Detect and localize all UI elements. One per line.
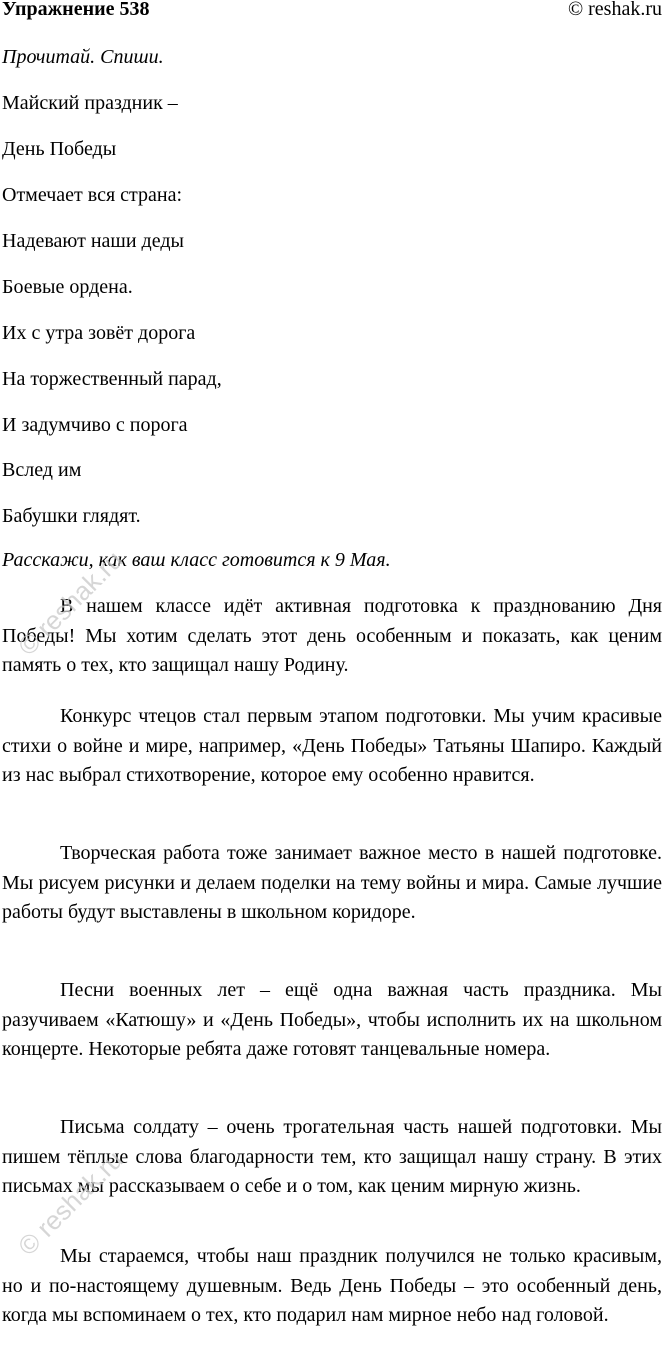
poem-line: Их с утра зовёт дорога (2, 322, 196, 344)
poem-line: Вслед им (2, 459, 82, 481)
answer-paragraph: Творческая работа тоже занимает важное место в нашей подготовке. Мы рисуем рисунки и делаем поделки на тему войны и мира. Самые лучшие работы будут выставлены в школьном коридоре. (2, 842, 662, 923)
watermark: © reshak.ru (12, 544, 129, 662)
poem-line: Отмечает вся страна: (2, 184, 183, 206)
watermark: © reshak.ru (12, 1144, 129, 1262)
poem-line: Бабушки глядят. (2, 505, 141, 527)
site-credit: © reshak.ru (567, 0, 662, 20)
answer-paragraph: В нашем классе идёт активная подготовка к празднованию Дня Победы! Мы хотим сделать этот день особенным и показать, как ценим память о тех, кто защищал нашу Родину. (2, 595, 662, 676)
answer-paragraph: Песни военных лет – ещё одна важная часть праздника. Мы разучиваем «Катюшу» и «День Победы», чтобы исполнить их на школьном концерте. Некоторые ребята даже готовят танцевальные номера. (2, 979, 662, 1060)
instruction-text: Прочитай. Спиши. (2, 46, 164, 68)
poem-line: И задумчиво с порога (2, 414, 188, 436)
poem-line: Майский праздник – (2, 92, 178, 114)
poem-line: Надевают наши деды (2, 230, 184, 252)
poem-line: Боевые ордена. (2, 276, 133, 298)
task-text: Расскажи, как ваш класс готовится к 9 Мая. (2, 549, 391, 571)
answer-paragraph: Конкурс чтецов стал первым этапом подготовки. Мы учим красивые стихи о войне и мире, например, «День Победы» Татьяны Шапиро. Каждый из нас выбрал стихотворение, которое ему особенно нравится. (2, 705, 662, 786)
page-header (2, 0, 662, 22)
poem-line: День Победы (2, 138, 117, 160)
exercise-title: Упражнение 538 (2, 0, 150, 20)
answer-paragraph: Письма солдату – очень трогательная часть нашей подготовки. Мы пишем тёплые слова благодарности тем, кто защищал нашу страну. В этих письмах мы рассказываем о себе и о том, как ценим мирную жизнь. (2, 1116, 662, 1197)
answer-paragraph: Мы стараемся, чтобы наш праздник получился не только красивым, но и по-настоящему душевным. Ведь День Победы – это особенный день, когда мы вспоминаем о тех, кто подарил нам мирное небо над головой. (2, 1245, 662, 1326)
poem-line: На торжественный парад, (2, 368, 222, 390)
